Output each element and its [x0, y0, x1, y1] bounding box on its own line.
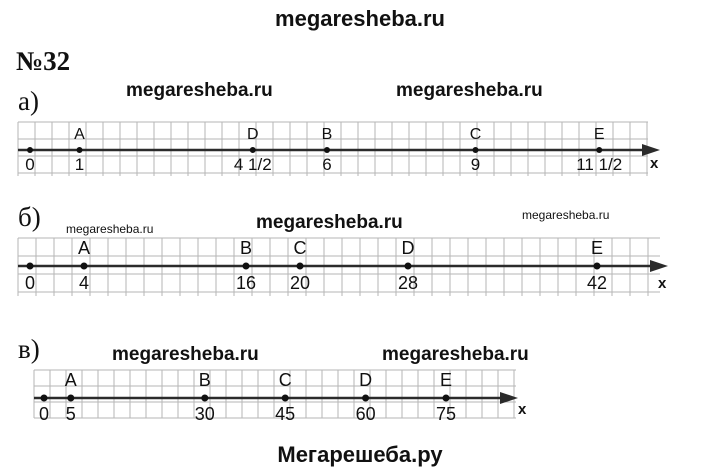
point-value-b-a: 6 [322, 155, 332, 174]
point-c-v [282, 395, 289, 402]
part-v-label: в) [18, 334, 40, 364]
watermark-a-left: megaresheba.ru [126, 80, 273, 101]
axis-letter-v: x [518, 401, 527, 418]
point-value-c-v: 45 [275, 404, 296, 424]
point-letter-b-v: B [198, 370, 211, 390]
watermark-b-small-left: megaresheba.ru [66, 222, 154, 236]
point-value-e-a: 11 1/2 [576, 155, 623, 174]
part-b-label: б) [18, 202, 41, 232]
point-d-a [250, 147, 256, 153]
point-letter-d-a: D [246, 126, 259, 143]
point-d-b [405, 263, 412, 270]
point-letter-e-b: E [590, 238, 604, 258]
point-letter-a-a: A [74, 126, 85, 143]
part-a-label: а) [18, 86, 39, 116]
point-letter-b-a: B [321, 126, 333, 143]
point-letter-c-v: C [278, 370, 292, 390]
origin-label-v: 0 [38, 404, 50, 424]
point-a-b [81, 263, 88, 270]
point-c-a [473, 147, 479, 153]
point-letter-e-a: E [593, 126, 605, 143]
point-b-a [324, 147, 330, 153]
point-e-b [594, 263, 601, 270]
point-value-e-b: 42 [586, 273, 608, 293]
point-letter-e-v: E [439, 370, 453, 390]
point-value-a-v: 5 [65, 404, 76, 424]
point-b-b [243, 263, 250, 270]
point-value-a-b: 4 [78, 273, 90, 293]
watermark-b-small-right: megaresheba.ru [522, 208, 610, 222]
point-letter-c-b: C [293, 238, 307, 258]
origin-point-b [27, 263, 34, 270]
point-letter-a-b: A [77, 238, 91, 258]
point-value-d-b: 28 [397, 273, 419, 293]
point-value-d-v: 60 [355, 404, 376, 424]
point-letter-c-a: C [469, 126, 482, 143]
point-value-b-v: 30 [194, 404, 215, 424]
origin-point-v [41, 395, 48, 402]
point-letter-b-b: B [239, 238, 253, 258]
point-value-b-b: 16 [235, 273, 257, 293]
point-letter-d-v: D [359, 370, 373, 390]
point-value-e-v: 75 [435, 404, 457, 424]
origin-label-b: 0 [24, 273, 36, 293]
point-letter-d-b: D [401, 238, 415, 258]
point-c-b [297, 263, 304, 270]
watermark-b-center: megaresheba.ru [256, 212, 403, 233]
watermark-a-right: megaresheba.ru [396, 80, 543, 101]
axis-arrow-b [650, 260, 668, 272]
watermark-bottom: Мегарешеба.ру [277, 442, 443, 467]
axis-letter-b: x [658, 275, 667, 292]
point-a-v [67, 395, 74, 402]
point-e-v [443, 395, 450, 402]
point-value-a-a: 1 [74, 155, 85, 174]
origin-point-a [27, 147, 33, 153]
point-d-v [362, 395, 369, 402]
watermark-v-right: megaresheba.ru [382, 344, 529, 365]
problem-number: №32 [16, 46, 71, 76]
point-e-a [596, 147, 602, 153]
origin-label-a: 0 [25, 155, 35, 174]
watermark-v-left: megaresheba.ru [112, 344, 259, 365]
point-letter-a-v: A [64, 370, 77, 390]
watermark-top: megaresheba.ru [275, 6, 445, 31]
point-value-c-b: 20 [289, 273, 311, 293]
point-a-a [77, 147, 83, 153]
axis-letter-a: x [650, 155, 659, 172]
point-value-c-a: 9 [470, 155, 481, 174]
point-b-v [201, 395, 208, 402]
point-value-d-a: 4 1/2 [233, 155, 272, 174]
